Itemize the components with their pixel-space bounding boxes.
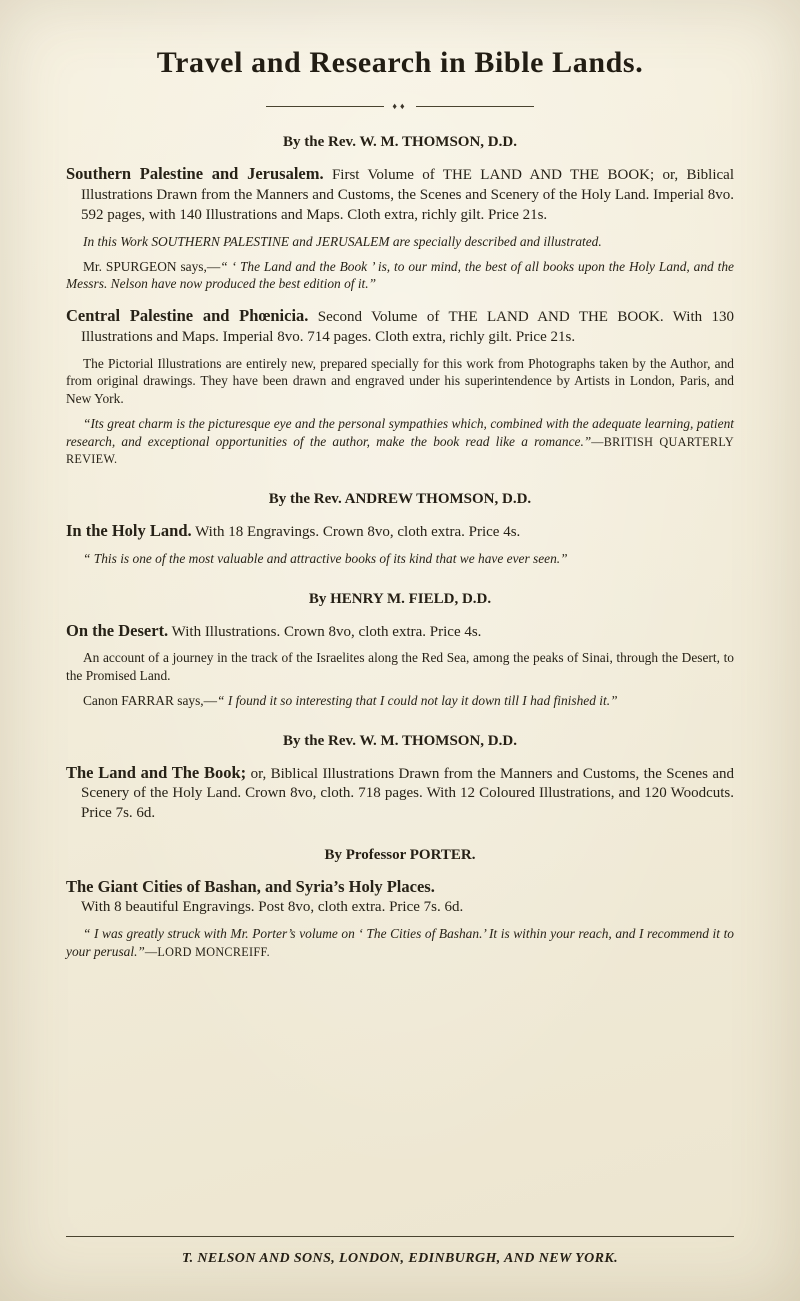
entry-lead (66, 620, 734, 643)
book-title: In the Holy Land. (66, 520, 192, 540)
footer-rule (66, 1236, 734, 1237)
entry-description: Second Volume of THE LAND AND THE BOOK. With 130 Illustrations and Maps. Imperial 8vo. 714 pages. Cloth extra, richly gilt. Price 21s. (81, 308, 734, 345)
entry-quote (66, 692, 734, 710)
book-title: On the Desert. (66, 620, 169, 640)
book-title: The Giant Cities of Bashan, and Syria’s Holy Places. (66, 877, 435, 897)
entry-note: An account of a journey in the track of the Israelites along the Red Sea, among the peaks of Sinai, through the Desert, to the Promised Land. (66, 650, 734, 684)
entry-description: First Volume of THE LAND AND THE BOOK; or, Biblical Illustrations Drawn from the Manners and Customs, the Scenes and Scenery of the Holy Land. Imperial 8vo. 592 pages, with 140 Illustrations and Maps. Cloth extra, richly gilt. Price 21s. (81, 167, 734, 223)
author-byline: By Professor PORTER. (324, 847, 476, 864)
entry-description: With Illustrations. Crown 8vo, cloth extra. Price 4s. (171, 623, 482, 640)
diamond-ornament-icon: ♦♦ (392, 101, 408, 111)
entry-quote (66, 415, 734, 468)
book-title: Central Palestine and Phœnicia. (66, 305, 309, 325)
book-entry-southern-palestine (66, 163, 734, 293)
quote-speaker: Mr. SPURGEON says,— (83, 258, 221, 274)
book-entry-on-the-desert (66, 620, 734, 710)
publisher-imprint: T. NELSON AND SONS, LONDON, EDINBURGH, AND NEW YORK. (181, 1251, 619, 1266)
entry-note: The Pictorial Illustrations are entirely new, prepared specially for this work from Photographs taken by the Author, and from original drawings. They have been drawn and engraved under his superintendence by Artists in London, Paris, and New York. (66, 355, 734, 407)
entry-note: In this Work SOUTHERN PALESTINE and JERUSALEM are specially described and illustrated. (83, 233, 602, 249)
author-byline: By the Rev. W. M. THOMSON, D.D. (283, 732, 517, 749)
divider-line-left (266, 106, 384, 107)
book-entry-in-the-holy-land (66, 520, 734, 568)
page-footer (66, 1236, 734, 1267)
quote-attribution: —LORD MONCREIFF. (144, 944, 270, 959)
ornament-divider (66, 102, 734, 111)
quote-text: “ I found it so interesting that I could not lay it down till I had finished it.” (217, 692, 618, 708)
quote-text: “ I was greatly struck with Mr. Porter’s volume on ‘ The Cities of Bashan.’ It is within your reach, and I recommend it to your perusal.” (66, 926, 734, 959)
book-title: Southern Palestine and Jerusalem. (66, 164, 324, 183)
entry-quote (66, 925, 734, 960)
entry-description: With 8 beautiful Engravings. Post 8vo, cloth extra. Price 7s. 6d. (81, 899, 464, 916)
author-byline: By the Rev. ANDREW THOMSON, D.D. (268, 490, 532, 507)
entry-description: or, Biblical Illustrations Drawn from the Manners and Customs, the Scenes and Scenery of the Holy Land. Crown 8vo, cloth. 718 pages. With 12 Coloured Illustrations, and 120 Woodcuts. Price 7s. 6d. (81, 765, 734, 822)
book-entry-central-palestine (66, 305, 734, 468)
entry-quote (66, 258, 734, 293)
entry-quote (66, 550, 734, 568)
page-title: Travel and Research in Bible Lands. (156, 46, 644, 79)
entry-lead (66, 163, 734, 226)
entry-description: With 18 Engravings. Crown 8vo, cloth extra. Price 4s. (195, 523, 521, 540)
entry-lead (66, 520, 734, 543)
entry-lead (66, 762, 734, 825)
quote-text: “ This is one of the most valuable and attractive books of its kind that we have ever seen.” (83, 550, 568, 566)
divider-line-right (416, 106, 534, 107)
author-byline: By the Rev. W. M. THOMSON, D.D. (283, 134, 517, 150)
quote-speaker: Canon FARRAR says,— (83, 692, 218, 708)
author-byline: By HENRY M. FIELD, D.D. (308, 590, 492, 607)
book-entry-land-and-book (66, 762, 734, 825)
entry-lead (66, 305, 734, 348)
quote-text: “Its great charm is the picturesque eye and the personal sympathies which, combined with the adequate learning, patient research, and exceptional opportunities of the author, make the book read like a romance.” (66, 415, 734, 449)
book-entry-giant-cities-bashan (66, 876, 734, 960)
entry-lead (66, 876, 734, 918)
book-title: The Land and The Book; (66, 762, 247, 782)
quote-text: “ ‘ The Land and the Book ’ is, to our mind, the best of all books upon the Holy Land, and the Messrs. Nelson have now produced the best edition of it.” (66, 258, 735, 292)
quote-attribution: —BRITISH QUARTERLY REVIEW. (66, 434, 734, 467)
